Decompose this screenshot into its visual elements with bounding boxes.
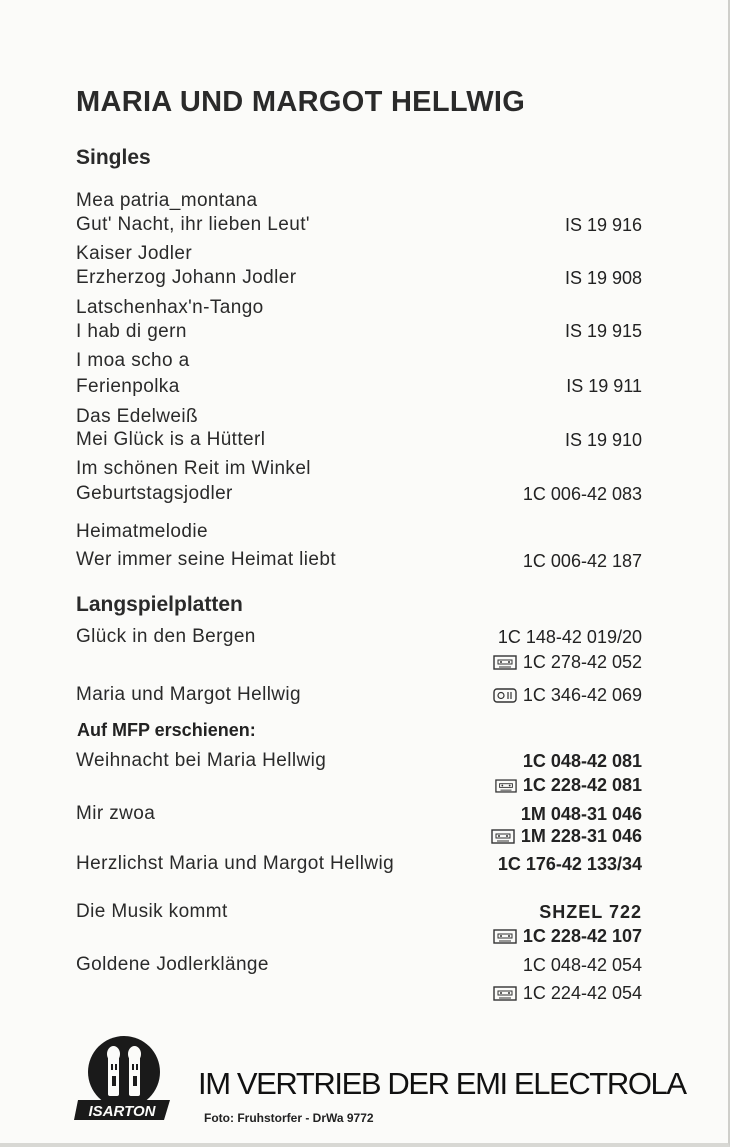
mfp-5-title: Goldene Jodlerklänge	[76, 954, 269, 975]
mfp-4-catalog-b-row	[493, 926, 642, 947]
distribution-text: IM VERTRIEB DER EMI ELECTROLA	[198, 1066, 686, 1101]
single-5-catalog: IS 19 910	[564, 430, 642, 450]
lp-2-catalog: 1C 346-42 069	[522, 685, 642, 705]
mfp-3-title: Herzlichst Maria und Margot Hellwig	[76, 853, 395, 874]
single-4-title-a: I moa scho a	[76, 350, 190, 371]
single-4-title-b: Ferienpolka	[76, 376, 180, 397]
mfp-1-title: Weihnacht bei Maria Hellwig	[76, 750, 327, 771]
cassette-icon	[493, 655, 517, 670]
single-2-title-a: Kaiser Jodler	[76, 243, 193, 264]
mfp-5-catalog-a: 1C 048-42 054	[522, 955, 642, 975]
artist-title: MARIA UND MARGOT HELLWIG	[76, 86, 526, 118]
mfp-4-title: Die Musik kommt	[76, 901, 228, 922]
single-5-title-a: Das Edelweiß	[76, 406, 199, 427]
single-1-title-b: Gut' Nacht, ihr lieben Leut'	[76, 214, 310, 235]
mfp-2-catalog-b-row	[491, 826, 642, 847]
cassette-icon	[493, 986, 517, 1001]
mfp-1-catalog-b-row	[495, 775, 642, 796]
cassette-icon	[495, 779, 517, 793]
section-lp: Langspielplatten	[76, 593, 243, 616]
cassette-icon	[491, 829, 515, 844]
single-7-title-a: Heimatmelodie	[76, 521, 208, 542]
photo-credit: Foto: Fruhstorfer - DrWa 9772	[204, 1111, 374, 1125]
lp-1-catalog-b: 1C 278-42 052	[522, 652, 642, 672]
single-5-title-b: Mei Glück is a Hütterl	[76, 429, 266, 450]
single-6-title-a: Im schönen Reit im Winkel	[76, 458, 311, 479]
single-6-title-b: Geburtstagsjodler	[76, 483, 233, 504]
mfp-5-catalog-b: 1C 224-42 054	[522, 983, 642, 1003]
lp-2-catalog-row	[493, 685, 642, 706]
single-1-title-a: Mea patria_montana	[76, 190, 258, 211]
single-3-title-b: I hab di gern	[76, 321, 187, 342]
mfp-5-catalog-b-row	[493, 983, 642, 1004]
mfp-4-catalog-a: SHZEL 722	[539, 902, 642, 922]
lp-2-title: Maria und Margot Hellwig	[76, 684, 302, 705]
single-7-catalog: 1C 006-42 187	[522, 551, 642, 571]
isarton-logo	[72, 1034, 176, 1124]
lp-1-title: Glück in den Bergen	[76, 626, 256, 647]
cartridge-icon	[493, 688, 517, 703]
section-mfp: Auf MFP erschienen:	[77, 720, 256, 740]
logo-text: ISARTON	[88, 1103, 156, 1120]
single-6-catalog: 1C 006-42 083	[522, 484, 642, 504]
single-7-title-b: Wer immer seine Heimat liebt	[76, 549, 337, 570]
single-3-title-a: Latschenhax'n-Tango	[76, 297, 264, 318]
single-1-catalog: IS 19 916	[564, 215, 642, 235]
mfp-1-catalog-b: 1C 228-42 081	[522, 775, 642, 795]
mfp-2-catalog-a: 1M 048-31 046	[520, 804, 642, 824]
section-singles: Singles	[76, 146, 151, 169]
mfp-1-catalog-a: 1C 048-42 081	[522, 751, 642, 771]
lp-1-catalog-b-row	[493, 652, 642, 673]
mfp-2-catalog-b: 1M 228-31 046	[520, 826, 642, 846]
cassette-icon	[493, 929, 517, 944]
single-2-catalog: IS 19 908	[564, 268, 642, 288]
mfp-3-catalog: 1C 176-42 133/34	[497, 854, 642, 874]
mfp-4-catalog-b: 1C 228-42 107	[522, 926, 642, 946]
mfp-2-title: Mir zwoa	[76, 803, 156, 824]
single-3-catalog: IS 19 915	[564, 321, 642, 341]
single-2-title-b: Erzherzog Johann Jodler	[76, 267, 297, 288]
single-4-catalog: IS 19 911	[566, 376, 642, 396]
lp-1-catalog-a: 1C 148-42 019/20	[497, 627, 642, 647]
